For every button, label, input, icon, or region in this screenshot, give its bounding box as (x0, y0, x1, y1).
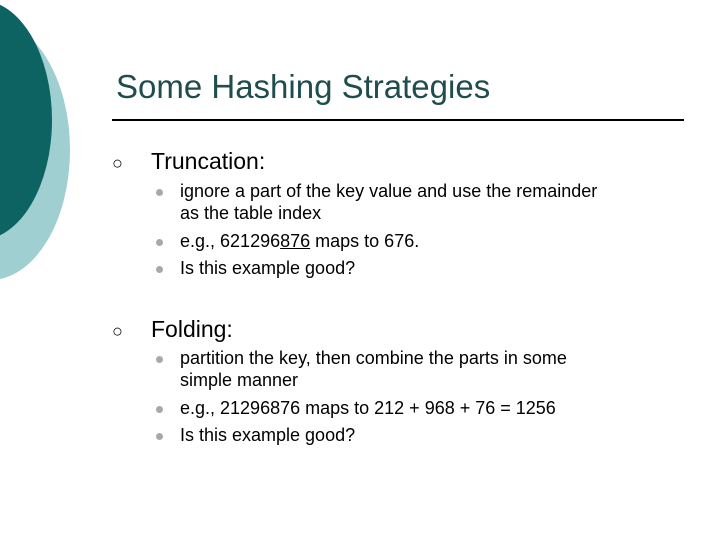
list-item-line: partition the key, then combine the parts in some (180, 348, 567, 368)
sub-bullet-icon (156, 406, 163, 413)
section-heading-folding: Folding: (151, 316, 233, 342)
sub-bullet-icon (156, 433, 163, 440)
list-item (180, 230, 419, 252)
title-underline-rule (112, 119, 684, 121)
example-underlined-digits: 876 (280, 231, 311, 251)
list-item: Is this example good? (180, 425, 356, 445)
decorative-corner-shapes (0, 0, 120, 300)
hollow-circle-bullet-icon: ○ (112, 321, 123, 341)
list-item: Is this example good? (180, 258, 356, 278)
list-item: e.g., 21296876 maps to 212 + 968 + 76 = 1256 (180, 398, 556, 418)
sub-bullet-icon (156, 239, 163, 246)
sub-bullet-icon (156, 266, 163, 273)
list-item-line: ignore a part of the key value and use the remainder (180, 181, 598, 201)
list-item (180, 347, 567, 391)
list-item (180, 180, 597, 224)
example-prefix: e.g., 6 (180, 231, 231, 251)
sub-bullet-icon (156, 356, 163, 363)
section-heading-truncation: Truncation: (151, 148, 266, 174)
slide-title: Some Hashing Strategies (116, 68, 491, 105)
sub-bullet-icon (156, 189, 163, 196)
list-item-line: simple manner (180, 370, 299, 390)
example-middle: 21296 (230, 231, 281, 251)
list-item-line: as the table index (180, 203, 322, 223)
hollow-circle-bullet-icon: ○ (112, 153, 123, 173)
example-suffix: maps to 676. (310, 231, 420, 251)
